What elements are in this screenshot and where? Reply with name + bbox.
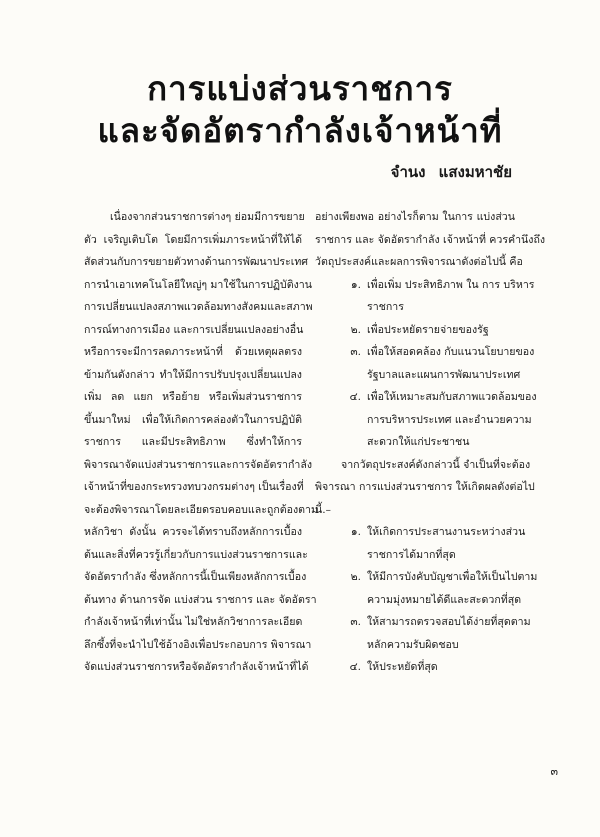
text-line: พิจารณา การแบ่งส่วนราชการ ให้เกิดผลดังต่อไป xyxy=(315,481,535,493)
text-line: จากวัตถุประสงค์ดังกล่าวนี้ จำเป็นที่จะต้อง xyxy=(341,458,531,471)
text-line: ลึกซึ้งที่จะนำไปใช้อ้างอิงเพื่อประกอบการ พิจารณา xyxy=(84,638,312,651)
list-item-continuation: ราชการ xyxy=(367,301,404,313)
list-item-continuation: ราชการได้มากที่สุด xyxy=(367,548,456,561)
article-title-line-1: การแบ่งส่วนราชการ xyxy=(147,69,453,108)
text-line: เจ้าหน้าที่ของกระทรวงทบวงกรมต่างๆ เป็นเรื่องที่ xyxy=(84,481,304,493)
list-item-continuation: หลักความรับผิดชอบ xyxy=(367,638,459,651)
text-line: การนำเอาเทคโนโลยีใหญ่ๆ มาใช้ในการปฏิบัติงาน xyxy=(84,278,312,291)
list-item-continuation: สะดวกให้แก่ประชาชน xyxy=(367,436,470,448)
text-line: พิจารณาจัดแบ่งส่วนราชการและการจัดอัตรากำลัง xyxy=(84,458,313,471)
text-line: จะต้องพิจารณาโดยละเอียดรอบคอบและถูกต้องตาม xyxy=(84,503,318,516)
list-item xyxy=(315,611,531,634)
list-item-text: ให้สามารถตรวจสอบได้ง่ายที่สุดตาม xyxy=(367,616,531,628)
text-line: นี้.– xyxy=(315,503,331,516)
list-item xyxy=(315,566,538,589)
list-item-text: ให้เกิดการประสานงานระหว่างส่วน xyxy=(367,526,526,538)
right-middle xyxy=(315,454,535,522)
list-item-text: เพื่อให้สอดคล้อง กับแนวนโยบายของ xyxy=(367,346,535,358)
article-title-line-2: และจัดอัตรากำลังเจ้าหน้าที่ xyxy=(97,111,503,150)
list-item-continuation: รัฐบาลและแผนการพัฒนาประเทศ xyxy=(367,368,521,381)
results-list xyxy=(315,521,538,679)
list-item-text: เพื่อประหยัดรายจ่ายของรัฐ xyxy=(367,323,489,336)
text-line: กำลังเจ้าหน้าที่เท่านั้น ไม่ใช่หลักวิชาการละเอียด xyxy=(84,616,303,628)
list-item xyxy=(315,274,535,297)
text-line: ขึ้นมาใหม่ เพื่อให้เกิดการคล่องตัวในการปฏิบัติ xyxy=(84,413,302,426)
right-intro xyxy=(315,206,546,274)
text-line: หรือการจะมีการลดภาระหน้าที่ ด้วยเหตุผลตรง xyxy=(84,346,302,358)
text-line: จัดแบ่งส่วนราชการหรือจัดอัตรากำลังเจ้าหน้าที่ได้ xyxy=(84,661,309,673)
text-line: ข้ามกันดังกล่าว ทำให้มีการปรับปรุงเปลี่ยนแปลง xyxy=(84,368,302,381)
list-item xyxy=(315,386,537,409)
left-column xyxy=(84,206,318,679)
text-line: ต้นทาง ด้านการจัด แบ่งส่วน ราชการ และ จัดอัตรา xyxy=(84,593,317,606)
text-line: หลักวิชา ดังนั้น ควรจะได้ทราบถึงหลักการเบื้อง xyxy=(84,526,302,538)
list-item-number: ๔. xyxy=(349,391,361,403)
list-item-text: เพื่อเพิ่ม ประสิทธิภาพ ใน การ บริหาร xyxy=(367,278,535,291)
text-line: สัดส่วนกับการขยายตัวทางด้านการพัฒนาประเทศ xyxy=(84,256,309,268)
text-line: การเปลี่ยนแปลงสภาพแวดล้อมทางสังคมและสภาพ xyxy=(84,301,313,313)
text-line: อย่างเพียงพอ อย่างไรก็ตาม ในการ แบ่งส่วน xyxy=(315,211,515,223)
right-column xyxy=(315,206,546,679)
list-item-continuation: การบริหารประเทศ และอำนวยความ xyxy=(367,413,532,426)
list-item xyxy=(315,656,515,679)
text-line: เนื่องจากส่วนราชการต่างๆ ย่อมมีการขยาย xyxy=(110,211,305,223)
list-item-number: ๑. xyxy=(350,278,361,291)
text-line: ตัว เจริญเติบโต โดยมีการเพิ่มภาระหน้าที่ให้ได้ xyxy=(84,233,302,246)
list-item-number: ๔. xyxy=(349,661,361,673)
list-item-number: ๓. xyxy=(350,346,361,358)
list-item-continuation: ความมุ่งหมายได้ดีและสะดวกที่สุด xyxy=(367,593,522,606)
list-item-number: ๓. xyxy=(350,616,361,628)
list-item xyxy=(315,319,515,342)
list-item-text: ให้มีการบังคับบัญชาเพื่อให้เป็นไปตาม xyxy=(367,571,538,583)
list-item xyxy=(315,341,535,364)
text-line: ราชการ และ จัดอัตรากำลัง เจ้าหน้าที่ ควรคำนึงถึง xyxy=(315,233,546,246)
list-item xyxy=(315,521,526,544)
list-item-number: ๒. xyxy=(350,323,361,336)
objectives-list xyxy=(315,274,537,454)
list-item-number: ๒. xyxy=(350,571,361,583)
text-line: ต้นและสิ่งที่ควรรู้เกี่ยวกับการแบ่งส่วนราชการและ xyxy=(84,548,308,561)
text-line: จัดอัตรากำลัง ซึ่งหลักการนี้เป็นเพียงหลักการเบื้อง xyxy=(84,571,307,583)
text-line: วัตถุประสงค์และผลการพิจารณาดังต่อไปนี้ คือ xyxy=(315,256,523,268)
text-line: ราชการ และมีประสิทธิภาพ ซึ่งทำให้การ xyxy=(84,436,302,448)
page-number: ๓ xyxy=(550,765,558,778)
list-item-text: เพื่อให้เหมาะสมกับสภาพแวดล้อมของ xyxy=(367,391,537,403)
text-line: เพิ่ม ลด แยก หรือย้าย หรือเพิ่มส่วนราชการ xyxy=(84,391,302,403)
list-item-text: ให้ประหยัดที่สุด xyxy=(367,661,438,673)
text-line: การณ์ทางการเมือง และการเปลี่ยนแปลงอย่างอื่น xyxy=(84,323,304,336)
list-item-number: ๑. xyxy=(350,526,361,538)
author-name: จำนง แสงมหาชัย xyxy=(390,163,512,181)
